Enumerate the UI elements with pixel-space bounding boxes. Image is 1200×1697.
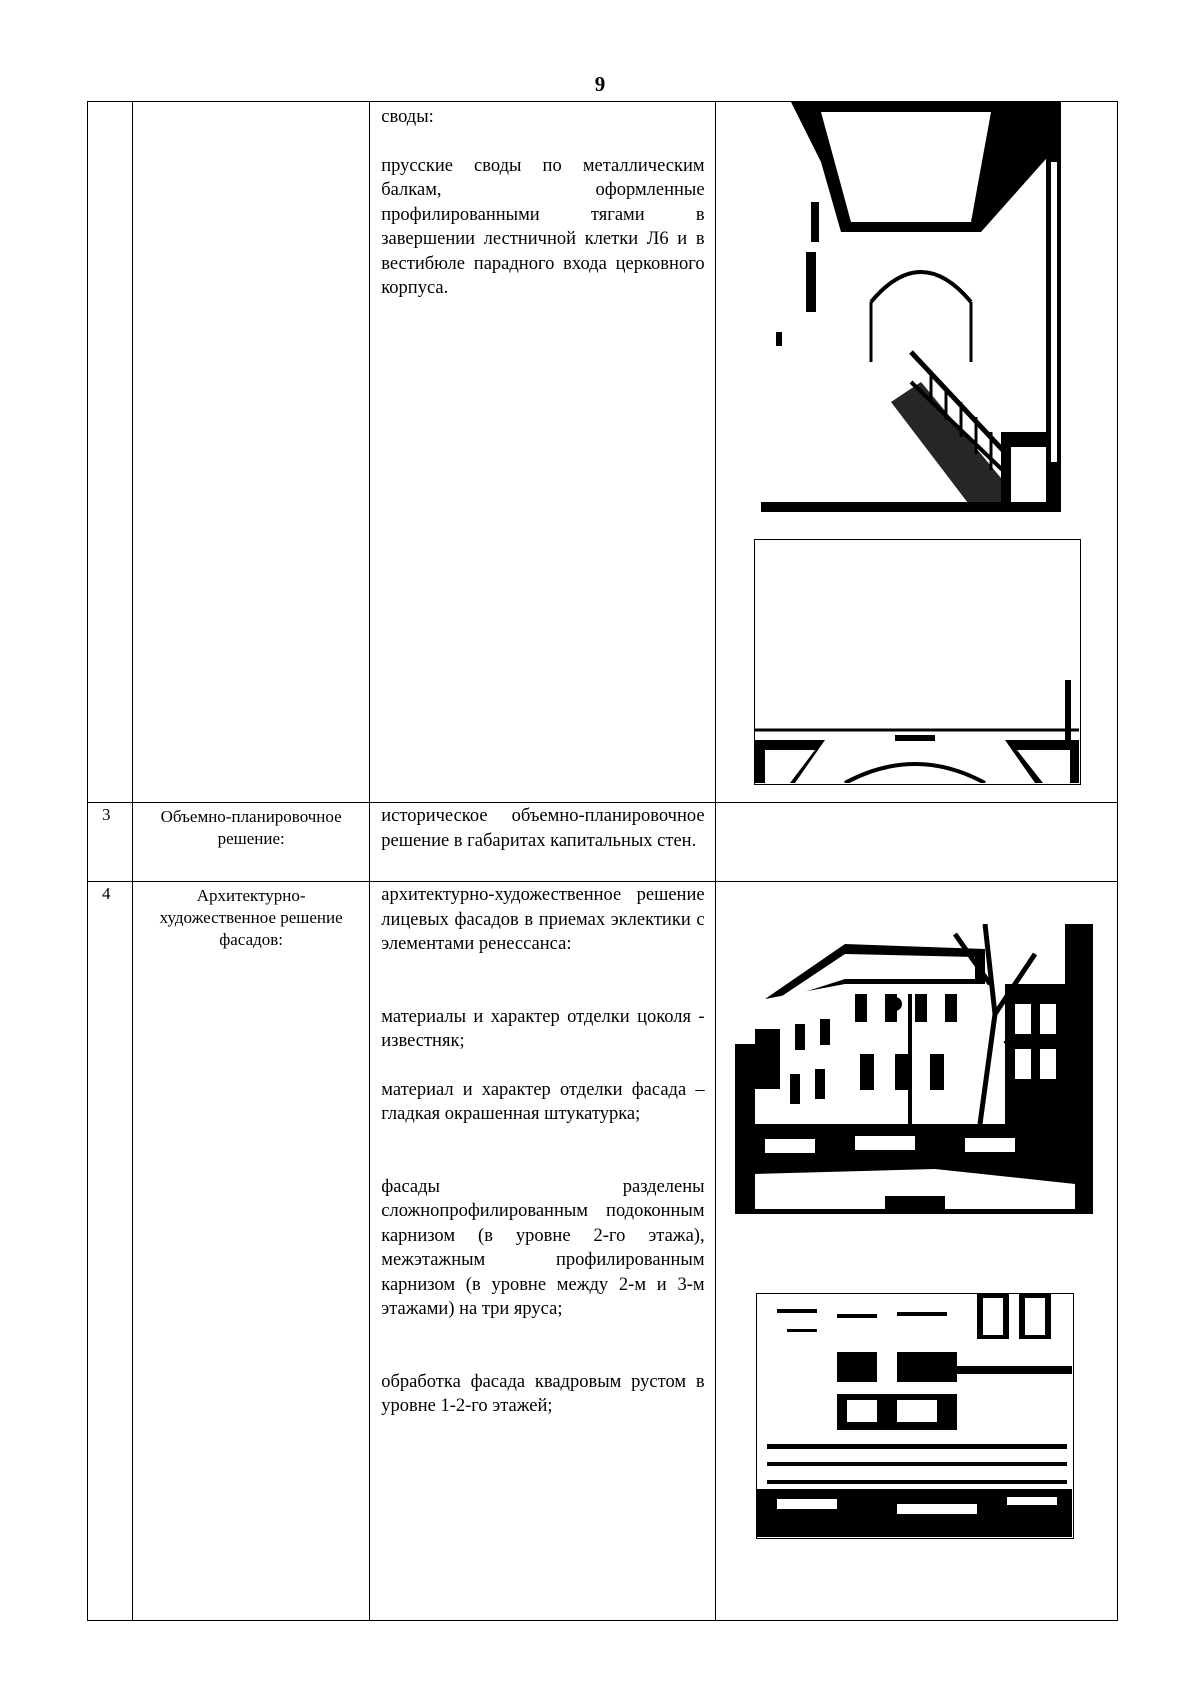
row-label: Объемно-планировочное решение: (133, 803, 370, 882)
table-row-vaults (88, 102, 1118, 803)
paragraph: материал и характер отделки фасада – гладкая окрашенная штукатурка; (381, 1079, 705, 1124)
row-number: 4 (88, 882, 133, 1621)
paragraph: архитектурно-художественное решение лицевых фасадов в приемах эклектики с элементами ренессанса: (381, 885, 705, 954)
row-description (370, 102, 715, 803)
facade-windows-photo (756, 1293, 1074, 1539)
photo-cell (715, 102, 1117, 803)
row-description (370, 803, 715, 882)
paragraph: прусские своды по металлическим балкам, оформленные профилированными тягами в завершении лестничной клетки Л6 и в вестибюле парадного входа церковного корпуса. (381, 155, 705, 298)
paragraph: историческое объемно-планировочное решение в габаритах капитальных стен. (381, 806, 705, 851)
photo-cell (715, 882, 1117, 1621)
paragraph: фасады разделены сложнопрофилированным подоконным карнизом (в уровне 2-го этажа), межэтажным профилированным карнизом (в уровне между 2-м и 3-м этажами) на три яруса; (381, 1176, 705, 1319)
paragraph: материалы и характер отделки цоколя - известняк; (381, 1006, 705, 1051)
paragraph: своды: (381, 107, 434, 127)
photo-cell-empty (715, 803, 1117, 882)
row-label: Архитектурно-художественное решение фасадов: (133, 882, 370, 1621)
table-row-planning (88, 803, 1118, 882)
row-number: 3 (88, 803, 133, 882)
heritage-table (87, 101, 1118, 1621)
row-label (133, 102, 370, 803)
table-row-facades (88, 882, 1118, 1621)
row-description (370, 882, 715, 1621)
building-corner-photo (735, 924, 1093, 1214)
vestibule-arch-photo (754, 539, 1081, 785)
page-number: 9 (594, 72, 606, 96)
paragraph: обработка фасада квадровым рустом в уровне 1-2-го этажей; (381, 1371, 705, 1416)
staircase-vault-photo (761, 102, 1061, 512)
row-number (88, 102, 133, 803)
